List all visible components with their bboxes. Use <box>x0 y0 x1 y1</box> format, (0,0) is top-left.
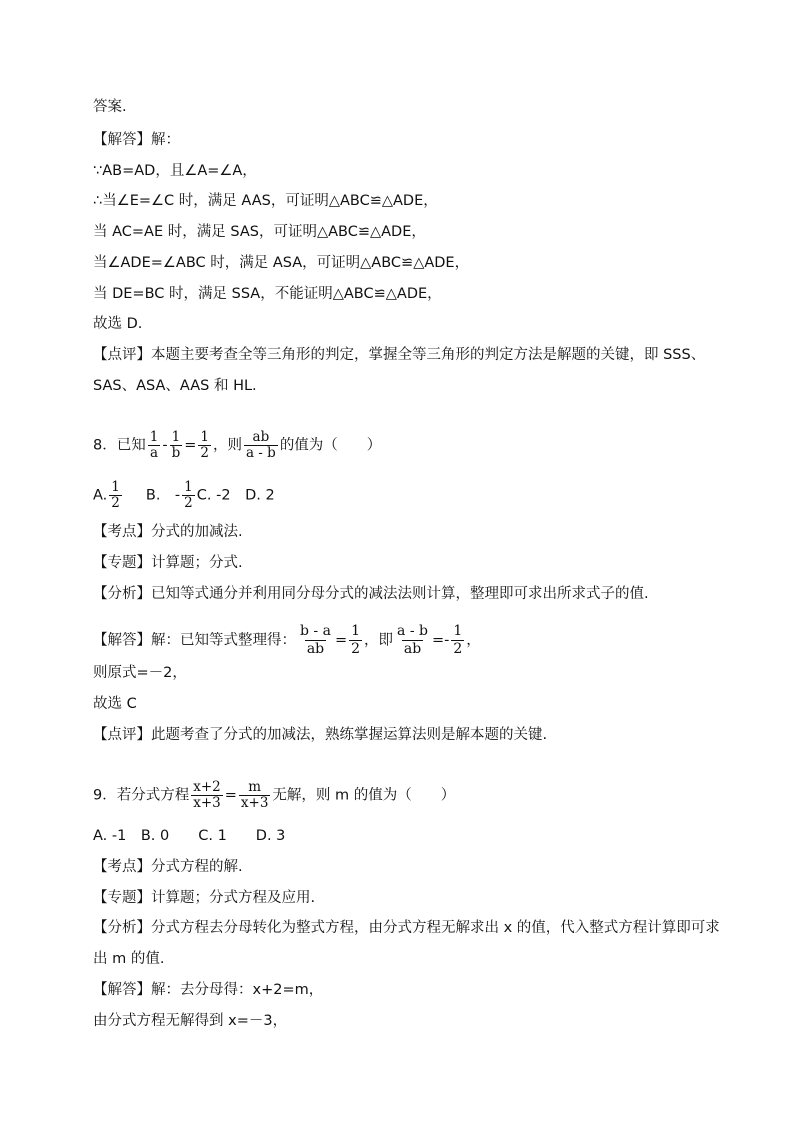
fraction: $\frac{1}{2}$ <box>111 479 120 511</box>
fraction: $\frac{x+2}{x+3}$ <box>193 779 221 811</box>
option-b: B. - <box>145 487 181 504</box>
solution-line: 当∠ADE=∠ABC 时，满足 ASA，可证明△ABC≌△ADE， <box>93 255 470 271</box>
q9-fenxi-cont: 出 m 的值. <box>93 951 165 967</box>
fraction: $\frac{1}{2}$ <box>351 623 361 657</box>
q9-options: A. -1 B. 0 C. 1 D. 3 <box>93 828 286 844</box>
solution-line: 当 DE=BC 时，满足 SSA，不能证明△ABC≌△ADE， <box>93 286 442 302</box>
fraction: $\frac{1}{2}$ <box>453 623 463 657</box>
q9-fenxi: 【分析】分式方程去分母转化为整式方程，由分式方程无解求出 x 的值，代入整式方程计算即可求 <box>93 920 720 936</box>
solution-line: ∵AB=AD，且∠A=∠A， <box>93 163 257 179</box>
question-8: 8．已知 $\frac{1}{a}$ - $\frac{1}{b}$ = $\frac{1}{2}$ ，则 $\frac{ab}{a - b}$ 的值为（ ） <box>93 429 382 461</box>
q8-jieda: 【解答】解：已知等式整理得： $\frac{b - a}{ab}$ = $\frac{1}{2}$ ，即 $\frac{a - b}{ab}$ =- $\frac{1}{2}$ ， <box>93 623 481 657</box>
q9-last-line: 由分式方程无解得到 x=－3， <box>93 1013 288 1029</box>
fraction: $\frac{1}{2}$ <box>184 479 193 511</box>
comment-line: SAS、ASA、AAS 和 HL. <box>93 378 257 394</box>
q8-fenxi: 【分析】已知等式通分并利用同分母分式的减法法则计算，整理即可求出所求式子的值. <box>93 586 649 602</box>
q8-choice: 故选 C <box>93 696 137 712</box>
fraction: $\frac{1}{a}$ <box>149 429 159 461</box>
q8-result: 则原式=－2， <box>93 665 187 681</box>
q8-prefix: 8．已知 <box>93 437 146 454</box>
solution-heading: 【解答】解： <box>93 132 180 148</box>
fraction: $\frac{1}{2}$ <box>200 429 209 461</box>
comment-line: 【点评】本题主要考查全等三角形的判定，掌握全等三角形的判定方法是解题的关键，即 SSS、 <box>93 347 706 363</box>
fraction: $\frac{1}{b}$ <box>171 429 181 461</box>
option-a: A. <box>93 487 108 504</box>
solution-line: 当 AC=AE 时，满足 SAS，可证明△ABC≌△ADE， <box>93 224 426 240</box>
fraction: $\frac{b - a}{ab}$ <box>300 623 331 657</box>
solution-line: ∴当∠E=∠C 时，满足 AAS，可证明△ABC≌△ADE， <box>93 193 438 209</box>
q8-zhuanti: 【专题】计算题；分式. <box>93 555 243 571</box>
q9-jieda: 【解答】解：去分母得：x+2=m， <box>93 982 324 998</box>
answer-label: 答案. <box>93 99 127 115</box>
fraction: $\frac{ab}{a - b}$ <box>245 429 276 461</box>
q8-dianping: 【点评】此题考查了分式的加减法，熟练掌握运算法则是解本题的关键. <box>93 727 548 743</box>
q9-zhuanti: 【专题】计算题；分式方程及应用. <box>93 890 316 906</box>
q8-options <box>93 480 275 511</box>
choice-line: 故选 D. <box>93 316 143 332</box>
fraction: $\frac{m}{x+3}$ <box>240 779 269 811</box>
q8-kaodian: 【考点】分式的加减法. <box>93 524 243 540</box>
fraction: $\frac{a - b}{ab}$ <box>397 623 428 657</box>
option-c-d: C. -2 D. 2 <box>196 487 275 504</box>
q9-kaodian: 【考点】分式方程的解. <box>93 859 243 875</box>
question-9: 9．若分式方程 $\frac{x+2}{x+3}$ = $\frac{m}{x+3}$ 无解，则 m 的值为（ ） <box>93 779 456 811</box>
